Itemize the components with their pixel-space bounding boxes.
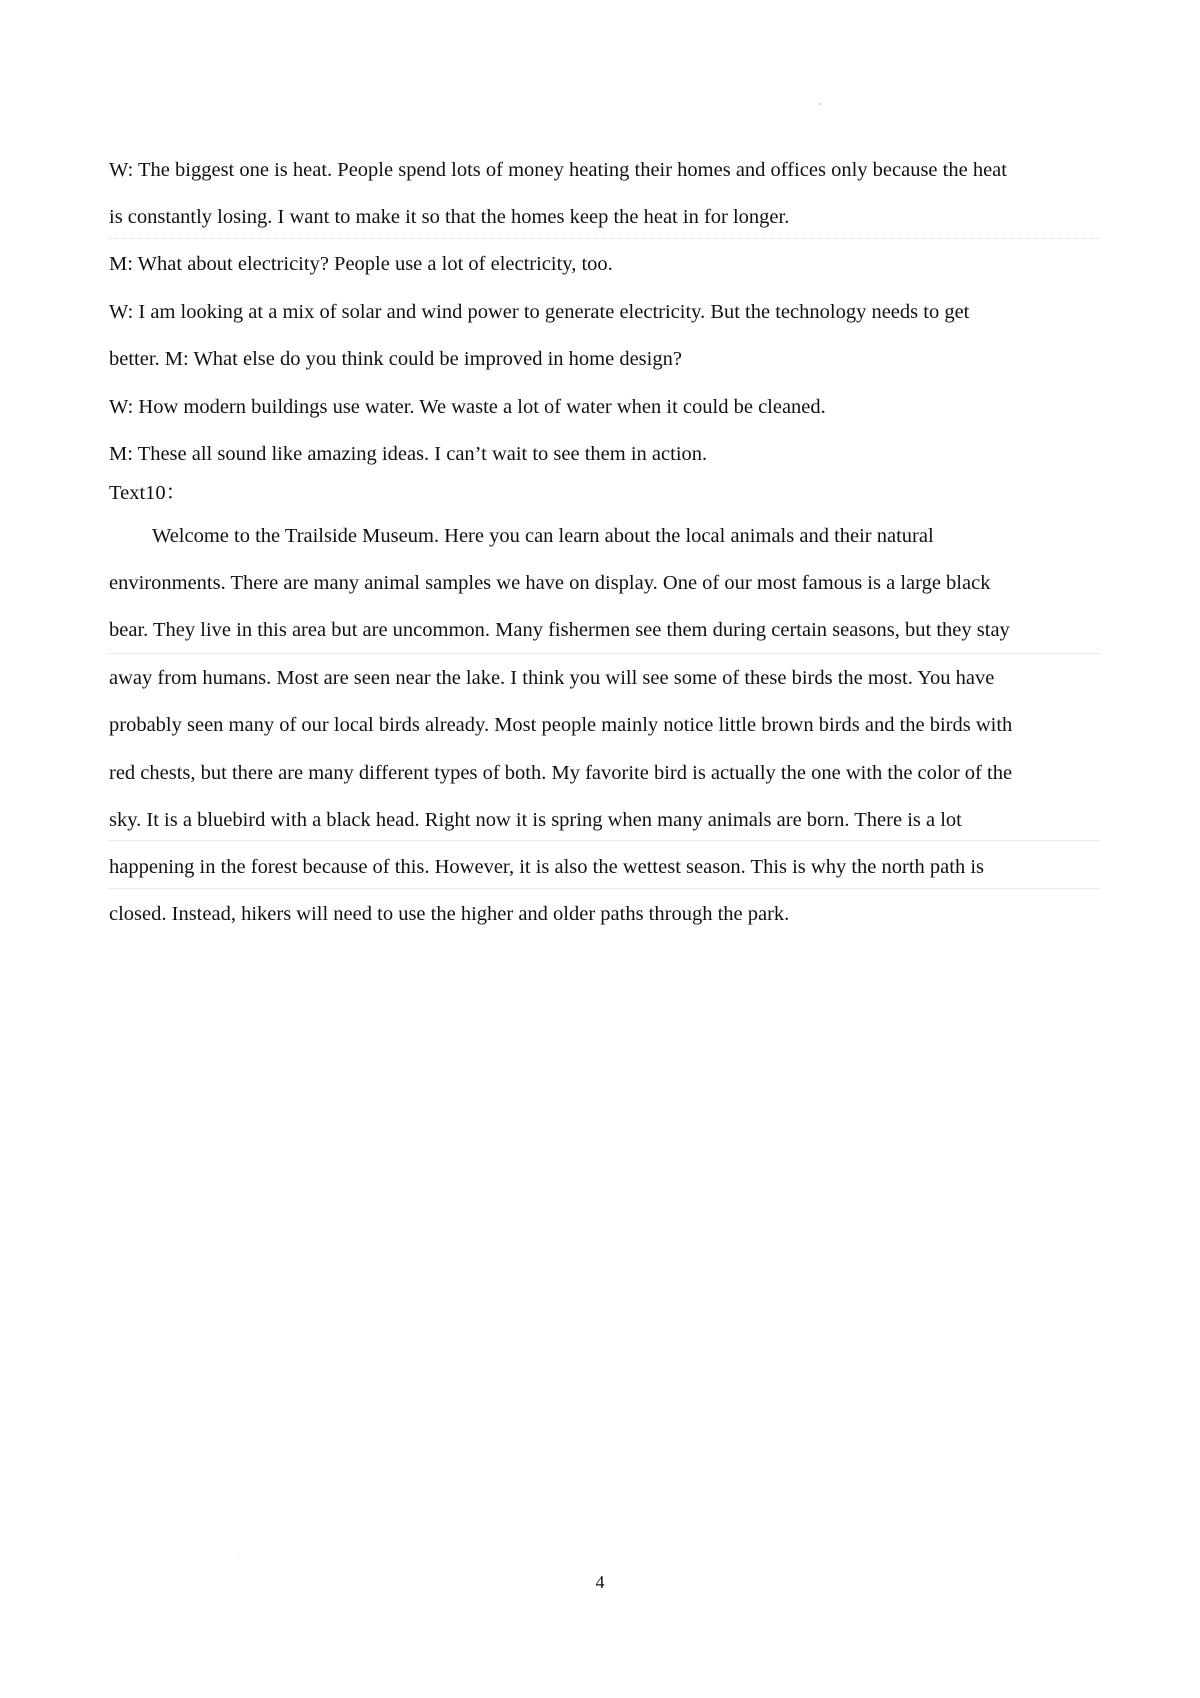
dialogue-line: better. M: What else do you think could be improved in home design?	[109, 348, 682, 370]
dialogue-line: W: I am looking at a mix of solar and wind power to generate electricity. But the technology needs to get	[109, 301, 970, 323]
passage-line: environments. There are many animal samples we have on display. One of our most famous is a large black	[109, 572, 991, 594]
dotted-rule	[109, 840, 1099, 841]
passage-line: sky. It is a bluebird with a black head. Right now it is spring when many animals are born. There is a lot	[109, 809, 962, 831]
scan-mark	[819, 103, 821, 105]
dotted-rule	[109, 888, 1099, 889]
passage-line: Welcome to the Trailside Museum. Here you can learn about the local animals and their natural	[152, 525, 934, 547]
dialogue-line: W: How modern buildings use water. We waste a lot of water when it could be cleaned.	[109, 396, 826, 418]
dialogue-line: M: These all sound like amazing ideas. I can’t wait to see them in action.	[109, 443, 708, 465]
section-heading: Text10：	[109, 482, 187, 504]
passage-line: away from humans. Most are seen near the lake. I think you will see some of these birds the most. You have	[109, 667, 995, 689]
dialogue-line: M: What about electricity? People use a lot of electricity, too.	[109, 253, 613, 275]
dotted-rule	[109, 238, 1099, 239]
dotted-rule	[109, 653, 1099, 654]
passage-line: closed. Instead, hikers will need to use the higher and older paths through the park.	[109, 903, 790, 925]
page-number: 4	[595, 1572, 605, 1592]
dialogue-line: W: The biggest one is heat. People spend lots of money heating their homes and offices only because the heat	[109, 159, 1007, 181]
passage-line: red chests, but there are many different types of both. My favorite bird is actually the one with the color of the	[109, 762, 1013, 784]
passage-line: bear. They live in this area but are uncommon. Many fishermen see them during certain seasons, but they stay	[109, 619, 1010, 641]
scan-mark	[238, 1557, 239, 1558]
passage-line: probably seen many of our local birds already. Most people mainly notice little brown birds and the birds with	[109, 714, 1013, 736]
dialogue-line: is constantly losing. I want to make it so that the homes keep the heat in for longer.	[109, 206, 790, 228]
passage-line: happening in the forest because of this. However, it is also the wettest season. This is why the north path is	[109, 856, 985, 878]
